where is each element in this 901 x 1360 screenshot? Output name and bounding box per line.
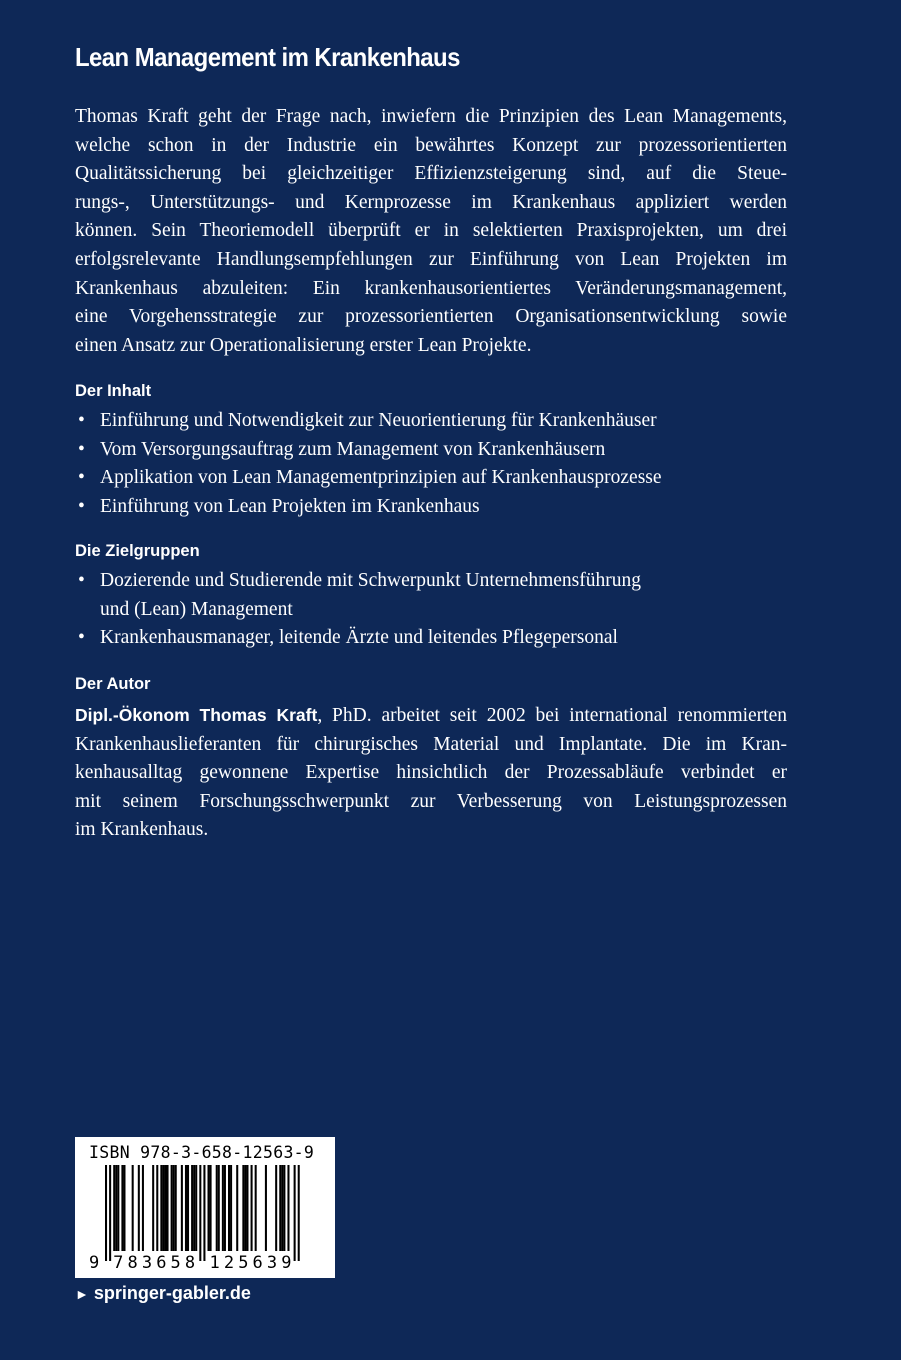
zielgruppen-list [75,567,641,653]
barcode-bar [242,1165,244,1251]
barcode-bars [75,1137,335,1278]
barcode-bar [164,1165,166,1251]
barcode-bar [222,1165,224,1251]
text-line: Qualitätssicherung bei gleichzeitiger Effizienzsteigerung sind, auf die Steue- [75,163,787,185]
barcode-bar [123,1165,125,1251]
list-item [75,567,641,596]
isbn-barcode [75,1137,335,1278]
list-item-text: Einführung und Notwendigkeit zur Neuorientierung für Krankenhäuser [100,410,657,431]
barcode-bar [187,1165,189,1251]
autor-paragraph [75,701,787,845]
barcode-digit: 5 [238,1253,249,1273]
publisher-url: springer-gabler.de [93,1283,251,1303]
barcode-digit: 9 [281,1253,292,1273]
bullet-icon: • [78,627,85,649]
barcode-bar [195,1165,197,1251]
bullet-icon: • [78,495,85,517]
barcode-bar [298,1165,300,1261]
barcode-bar [244,1165,246,1251]
barcode-bar [181,1165,183,1251]
text-line: Krankenhauslieferanten für chirurgisches Material und Implantate. Die im Kran- [75,733,787,755]
barcode-bar [113,1165,115,1251]
barcode-bar [279,1165,281,1251]
list-item-text: Einführung von Lean Projekten im Krankenhaus [100,495,480,517]
list-item-text: Vom Versorgungsauftrag zum Management von Krankenhäusern [100,438,606,460]
text-line [75,701,787,731]
barcode-bar [228,1165,230,1251]
barcode-bar [224,1165,226,1251]
barcode-bar [246,1165,248,1251]
text-line: kenhausalltag gewonnene Expertise hinsichtlich der Prozessabläufe verbindet er [75,762,787,784]
text-line: eine Vorgehensstrategie zur prozessorientierten Organisationsentwicklung sowie [75,306,787,328]
barcode-bar [203,1165,205,1261]
barcode-bar [162,1165,164,1251]
text-line: mit seinem Forschungsschwerpunkt zur Verbesserung von Leistungsprozessen [75,790,787,812]
list-item-text: Dozierende und Studierende mit Schwerpunkt Unternehmensführung [100,570,641,591]
barcode-bar [171,1165,173,1251]
bullet-icon: • [78,438,85,460]
list-item [75,624,641,653]
text-span: , PhD. arbeitet seit 2002 bei international renommierten [317,705,787,726]
bullet-icon: • [78,410,85,431]
text-line: im Krankenhaus. [75,819,209,841]
barcode-digit: 9 [89,1253,100,1273]
intro-paragraph [75,103,787,360]
text-line: erfolgsrelevante Handlungsempfehlungen zur Einführung von Lean Projekten im [75,248,787,270]
list-item [75,407,662,436]
text-line: welche schon in der Industrie ein bewährtes Konzept zur prozessorientierten [75,134,787,156]
list-item-text: Krankenhausmanager, leitende Ärzte und leitendes Pflegepersonal [100,627,618,649]
barcode-bar [255,1165,257,1251]
bullet-icon: • [78,570,85,591]
barcode-bar [216,1165,218,1251]
barcode-digit: 8 [184,1253,196,1273]
inhalt-list [75,407,662,521]
barcode-bar [281,1165,283,1251]
publisher-link[interactable] [75,1283,251,1304]
barcode-digit: 3 [266,1253,278,1273]
zielgruppen-heading: Die Zielgruppen [75,542,200,560]
barcode-bar [109,1165,111,1261]
barcode-bar [275,1165,277,1251]
barcode-bar [138,1165,140,1251]
author-name: Dipl.-Ökonom Thomas Kraft [75,705,318,725]
text-line: einen Ansatz zur Operationalisierung erster Lean Projekte. [75,334,532,356]
barcode-bar [152,1165,154,1251]
barcode-bar [117,1165,119,1251]
barcode-digit: 6 [156,1253,167,1273]
arrow-icon: ► [75,1286,89,1302]
barcode-bar [115,1165,117,1251]
barcode-bar [132,1165,134,1251]
barcode-bar [230,1165,232,1251]
barcode-bar [167,1165,169,1251]
isbn-label: ISBN 978-3-658-12563-9 [89,1143,315,1162]
barcode-digit: 8 [127,1253,138,1273]
barcode-bar [208,1165,210,1251]
barcode-bar [160,1165,162,1251]
barcode-bar [185,1165,187,1251]
barcode-digit: 2 [223,1253,235,1273]
barcode-bar [156,1165,158,1251]
list-item-text: Applikation von Lean Managementprinzipien auf Krankenhausprozesse [100,467,662,489]
list-item [75,464,662,493]
barcode-bar [251,1165,253,1251]
barcode-bar [218,1165,220,1251]
barcode-bar [105,1165,107,1261]
book-title: Lean Management im Krankenhaus [75,42,460,72]
inhalt-heading: Der Inhalt [75,382,152,400]
barcode-bar [283,1165,285,1251]
barcode-digit: 7 [113,1253,124,1273]
barcode-bar [193,1165,195,1251]
barcode-digit: 6 [252,1253,263,1273]
autor-heading: Der Autor [75,675,151,693]
barcode-bar [175,1165,177,1251]
barcode-bar [287,1165,289,1251]
barcode-bar [294,1165,296,1261]
barcode-digit: 5 [170,1253,181,1273]
barcode-digit: 3 [141,1253,153,1273]
bullet-icon: • [78,467,85,489]
barcode-bar [210,1165,212,1251]
list-item [75,436,662,465]
barcode-bar [173,1165,175,1251]
barcode-bar [121,1165,123,1251]
barcode-bar [236,1165,238,1251]
barcode-bar [265,1165,267,1251]
text-line: rungs-, Unterstützungs- und Kernprozesse im Krankenhaus appliziert werden [75,191,787,213]
barcode-digit: 1 [209,1253,220,1273]
barcode-bar [142,1165,144,1251]
text-line: können. Sein Theoriemodell überprüft er in selektierten Praxisprojekten, um drei [75,220,787,242]
barcode-bar [191,1165,193,1251]
barcode-bar [199,1165,201,1261]
text-line: Krankenhaus abzuleiten: Ein krankenhausorientiertes Veränderungsmanagement, [75,277,787,299]
text-line: Thomas Kraft geht der Frage nach, inwiefern die Prinzipien des Lean Managements, [75,106,787,127]
list-item [75,493,662,522]
list-item-continuation: und (Lean) Management [100,598,293,620]
